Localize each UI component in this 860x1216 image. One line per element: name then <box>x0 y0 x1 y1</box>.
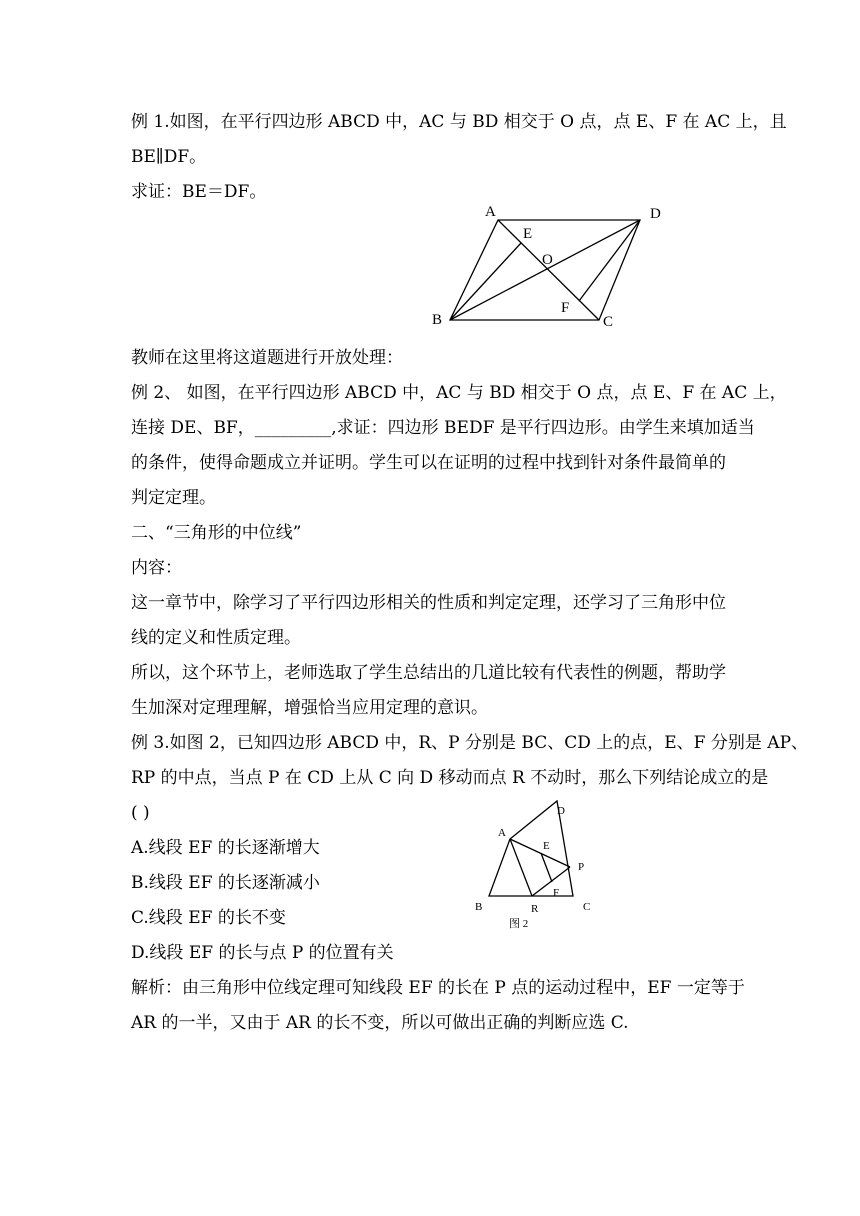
segment-rp <box>532 867 570 896</box>
section2-p2-line2: 生加深对定理理解，增强恰当应用定理的意识。 <box>131 698 488 718</box>
label-a: A <box>485 204 496 220</box>
label-r: R <box>531 903 539 915</box>
section2-content-label: 内容： <box>131 558 182 578</box>
label-b: B <box>475 901 483 913</box>
label-c: C <box>603 314 614 330</box>
section2-p1-line1: 这一章节中，除学习了平行四边形相关的性质和判定定理，还学习了三角形中位 <box>131 593 726 613</box>
example3-option-a: A.线段 EF 的长逐渐增大 <box>131 838 320 858</box>
example3-option-d: D.线段 EF 的长与点 P 的位置有关 <box>131 943 394 963</box>
example2-line3: 的条件，使得命题成立并证明。学生可以在证明的过程中找到针对条件最简单的 <box>131 453 726 473</box>
example3-option-c: C.线段 EF 的长不变 <box>131 908 286 928</box>
analysis-line2: AR 的一半，又由于 AR 的长不变，所以可做出正确的判断应选 C. <box>131 1013 629 1033</box>
analysis-line1: 解析：由三角形中位线定理可知线段 EF 的长在 P 点的运动过程中，EF 一定等于 <box>131 978 745 998</box>
label-f: F <box>553 887 560 899</box>
example3-option-b: B.线段 EF 的长逐渐减小 <box>131 873 320 893</box>
example2-line4: 判定定理。 <box>131 488 216 508</box>
example2-line2: 连接 DE、BF，_________,求证：四边形 BEDF 是平行四边形。由学生来填加适当 <box>131 418 755 438</box>
label-e: E <box>543 840 550 852</box>
label-o: O <box>542 252 553 268</box>
section2-heading: 二、“三角形的中位线” <box>131 523 302 543</box>
label-f: F <box>561 300 570 316</box>
diagonal-bd <box>450 220 640 320</box>
example1-line2: BE∥DF。 <box>131 147 207 167</box>
example2-line1: 例 2、 如图，在平行四边形 ABCD 中，AC 与 BD 相交于 O 点，点 E、F 在 AC 上， <box>131 383 787 403</box>
quadrilateral-figure <box>465 788 605 938</box>
parallelogram-lines <box>450 220 640 320</box>
example3-line3: ( ) <box>131 803 150 823</box>
label-d: D <box>557 805 565 817</box>
label-c: C <box>583 901 591 913</box>
example3-line2: RP 的中点，当点 P 在 CD 上从 C 向 D 移动而点 R 不动时，那么下列结论成立的是 <box>131 768 769 788</box>
label-p: P <box>578 861 585 873</box>
segment-be <box>450 243 521 320</box>
figure2-caption: 图 2 <box>509 918 529 930</box>
parallelogram-figure <box>425 200 675 332</box>
example1-line3: 求证：BE＝DF。 <box>131 182 267 202</box>
section2-p1-line2: 线的定义和性质定理。 <box>131 628 301 648</box>
label-b: B <box>432 312 443 328</box>
teacher-note: 教师在这里将这道题进行开放处理： <box>131 348 403 368</box>
segment-df <box>579 220 640 301</box>
example3-line1: 例 3.如图 2，已知四边形 ABCD 中，R、P 分别是 BC、CD 上的点，E、F 分别是 AP、 <box>131 733 809 753</box>
diagonal-ac <box>498 220 599 320</box>
section2-p2-line1: 所以，这个环节上，老师选取了学生总结出的几道比较有代表性的例题，帮助学 <box>131 663 726 683</box>
example1-line1: 例 1.如图，在平行四边形 ABCD 中，AC 与 BD 相交于 O 点，点 E、F 在 AC 上，且 <box>131 112 787 132</box>
label-a: A <box>498 827 506 839</box>
label-e: E <box>523 226 533 242</box>
label-d: D <box>650 206 661 222</box>
